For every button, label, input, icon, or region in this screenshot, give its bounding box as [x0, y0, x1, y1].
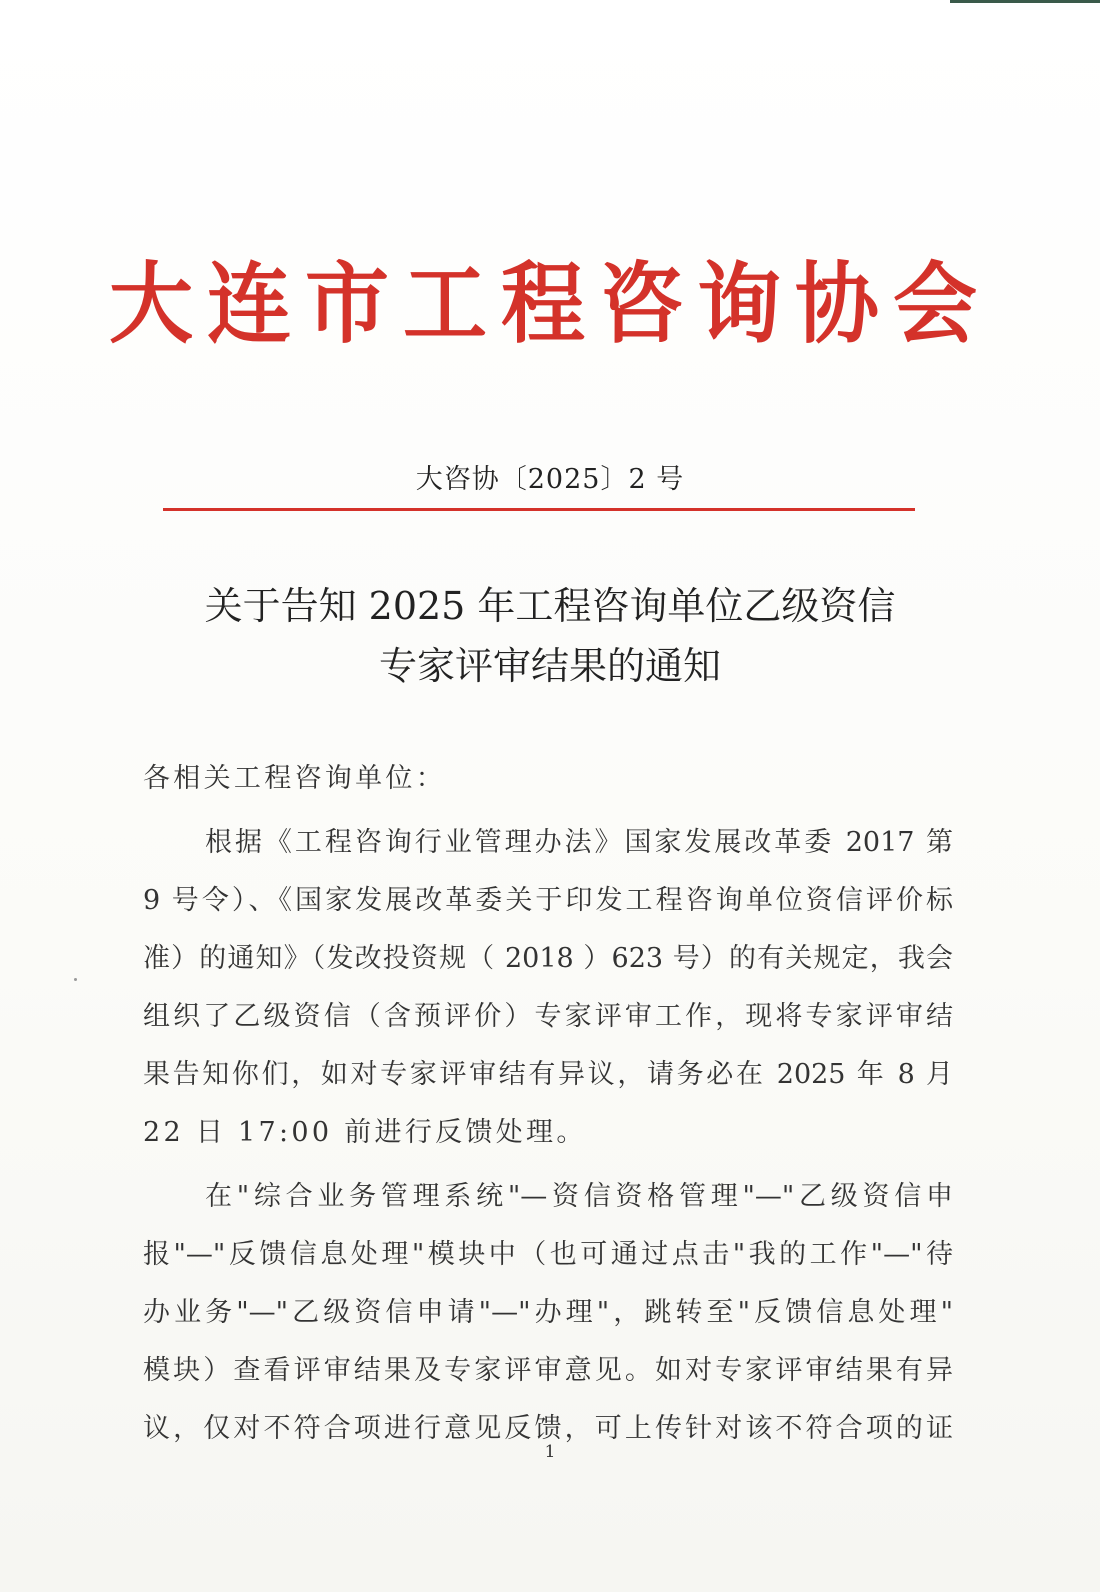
- paragraph-1-line-6: 22 日 17:00 前进行反馈处理。: [143, 1117, 587, 1148]
- notice-title-line-2: 专家评审结果的通知: [378, 644, 721, 688]
- paragraph-1-line-4: 组织了乙级资信（含预评价）专家评审工作，现将专家评审结: [143, 1001, 953, 1032]
- page-number: 1: [544, 1442, 556, 1462]
- paragraph-2-line-3: 办业务"—"乙级资信申请"—"办理"，跳转至"反馈信息处理": [143, 1297, 953, 1328]
- paragraph-2-line-1: 在"综合业务管理系统"—资信资格管理"—"乙级资信申: [205, 1181, 953, 1212]
- paragraph-2-line-4: 模块）查看评审结果及专家评审意见。如对专家评审结果有异: [143, 1355, 953, 1386]
- salutation: 各相关工程咨询单位：: [143, 763, 446, 794]
- notice-title-line-1: 关于告知 2025 年工程咨询单位乙级资信: [204, 584, 896, 628]
- scan-edge-strip: [950, 0, 1100, 3]
- paragraph-1-line-2: 9 号令）、《国家发展改革委关于印发工程咨询单位资信评价标: [143, 885, 953, 916]
- notice-title: [0, 576, 1100, 696]
- paragraph-1-line-5: 果告知你们，如对专家评审结有异议，请务必在 2025 年 8 月: [143, 1059, 953, 1090]
- paragraph-2-line-5: 议，仅对不符合项进行意见反馈，可上传针对该不符合项的证: [143, 1413, 953, 1444]
- paragraph-1-line-3: 准）的通知》（发改投资规（ 2018 ）623 号）的有关规定，我会: [143, 943, 953, 974]
- organization-header: 大连市工程咨询协会: [108, 252, 991, 356]
- notice-body: [143, 750, 953, 1458]
- paragraph-2-line-2: 报"—"反馈信息处理"模块中（也可通过点击"我的工作"—"待: [143, 1239, 953, 1270]
- header-red-rule: [163, 508, 915, 511]
- scan-speck: [74, 978, 77, 981]
- paragraph-1-line-1: 根据《工程咨询行业管理办法》国家发展改革委 2017 第: [205, 827, 953, 858]
- document-number: 大咨协〔2025〕2 号: [415, 464, 685, 495]
